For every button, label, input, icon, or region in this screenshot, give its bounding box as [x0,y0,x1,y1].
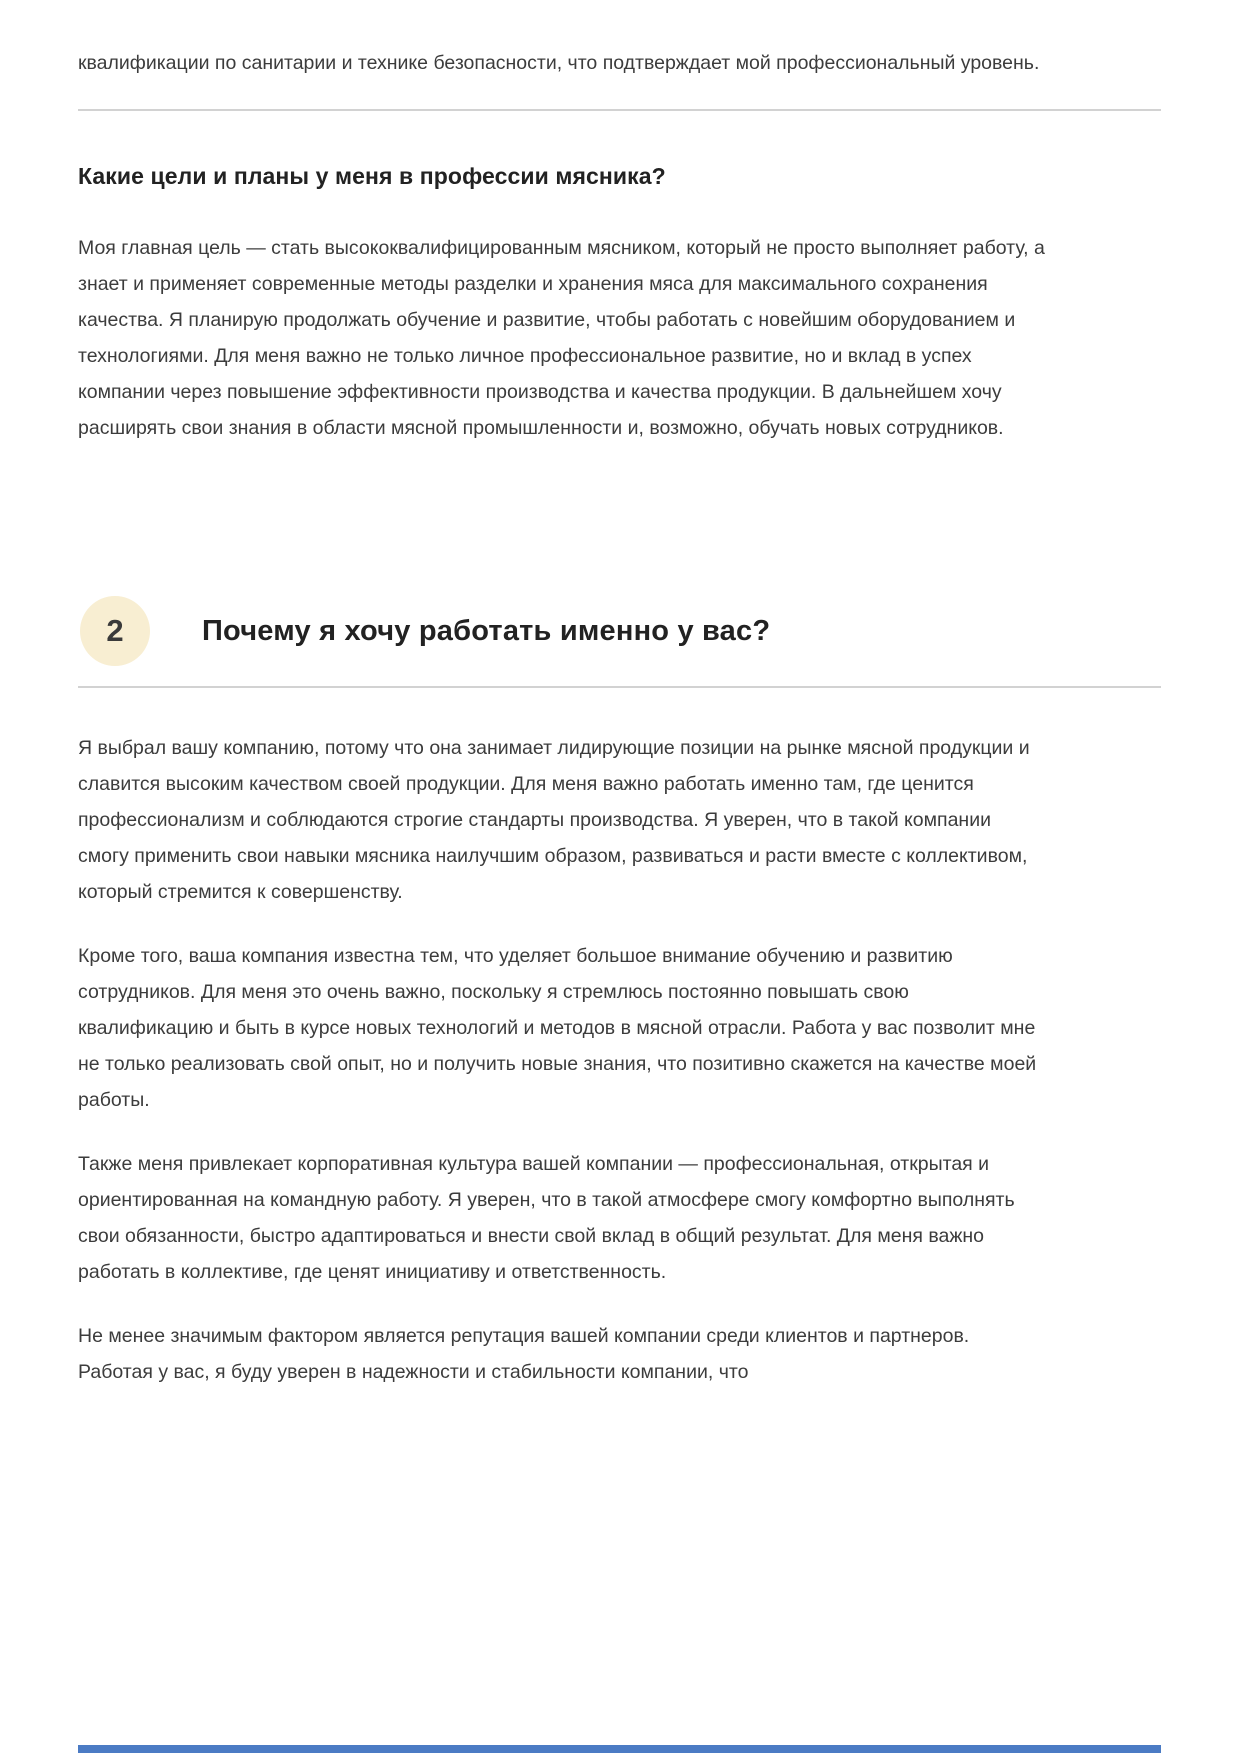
section-2-header [78,596,1161,666]
goals-paragraph: Моя главная цель — стать высококвалифицированным мясником, который не просто выполняет работу, а знает и применяет современные методы разделки и хранения мяса для максимального сохранения качества. Я планирую продолжать обучение и развитие, чтобы работать с новейшим оборудованием и технологиями. Для меня важно не только личное профессиональное развитие, но и вклад в успех компании через повышение эффективности производства и качества продукции. В дальнейшем хочу расширять свои знания в области мясной промышленности и, возможно, обучать новых сотрудников. [78,237,1045,439]
section-number: 2 [106,613,124,648]
section-number-badge [80,596,150,666]
why-paragraph-1: Я выбрал вашу компанию, потому что она занимает лидирующие позиции на рынке мясной продукции и славится высоким качеством своей продукции. Для меня важно работать именно там, где ценится профессионализм и соблюдаются строгие стандарты производства. Я уверен, что в такой компании смогу применить свои навыки мясника наилучшим образом, развиваться и расти вместе с коллективом, который стремится к совершенству. [78,737,1030,903]
section-divider-top [78,109,1161,111]
footer-accent-bar [78,1745,1161,1753]
why-paragraph-2: Кроме того, ваша компания известна тем, что уделяет большое внимание обучению и развитию сотрудников. Для меня это очень важно, поскольку я стремлюсь постоянно повышать свою квалификацию и быть в курсе новых технологий и методов в мясной отрасли. Работа у вас позволит мне не только реализовать свой опыт, но и получить новые знания, что позитивно скажется на качестве моей работы. [78,945,1037,1111]
section-2-heading-divider [78,686,1161,688]
paragraph-continuation: квалификации по санитарии и технике безопасности, что подтверждает мой профессиональный уровень. [78,52,1040,74]
why-paragraph-4: Не менее значимым фактором является репутация вашей компании среди клиентов и партнеров. Работая у вас, я буду уверен в надежности и стабильности компании, что [78,1325,970,1383]
why-paragraph-3: Также меня привлекает корпоративная культура вашей компании — профессиональная, открытая и ориентированная на командную работу. Я уверен, что в такой атмосфере смогу комфортно выполнять свои обязанности, быстро адаптироваться и внести свой вклад в общий результат. Для меня важно работать в коллективе, где ценят инициативу и ответственность. [78,1153,1015,1283]
goals-heading: Какие цели и планы у меня в профессии мясника? [78,163,666,189]
section-2-heading: Почему я хочу работать именно у вас? [202,614,771,647]
